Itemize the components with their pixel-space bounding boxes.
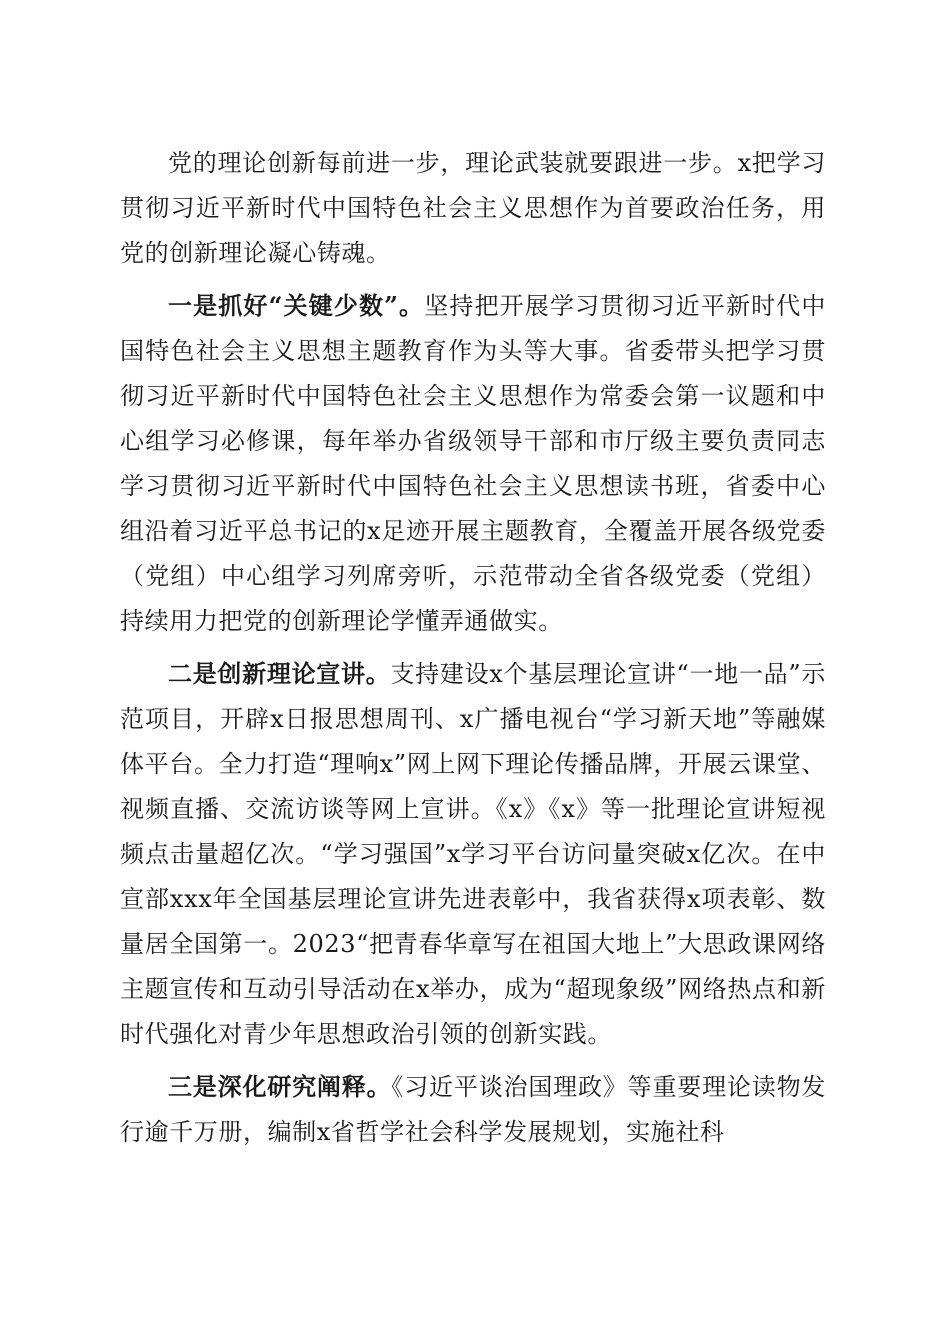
paragraph-key-minority (120, 283, 826, 644)
paragraph-text: 坚持把开展学习贯彻习近平新时代中国特色社会主义思想主题教育作为头等大事。省委带头把学习贯彻习近平新时代中国特色社会主义思想作为常委会第一议题和中心组学习必修课，每年举办省级领导干部和市厅级主要负责同志学习贯彻习近平新时代中国特色社会主义思想读书班，省委中心组沿着习近平总书记的x足迹开展主题教育，全覆盖开展各级党委（党组）中心组学习列席旁听，示范带动全省各级党委（党组）持续用力把党的创新理论学懂弄通做实。 (120, 292, 826, 635)
paragraph-intro (120, 140, 826, 276)
paragraph-text: 《习近平谈治国理政》等重要理论读物发行逾千万册，编制x省哲学社会科学发展规划，实施社科 (120, 1073, 826, 1146)
paragraph-text: 党的理论创新每前进一步，理论武装就要跟进一步。x把学习贯彻习近平新时代中国特色社会主义思想作为首要政治任务，用党的创新理论凝心铸魂。 (120, 149, 826, 267)
paragraph-lead: 二是创新理论宣讲。 (168, 659, 391, 688)
paragraph-research (120, 1064, 826, 1155)
paragraph-lead: 一是抓好“关键少数”。 (168, 291, 425, 320)
paragraph-lead: 三是深化研究阐释。 (168, 1072, 392, 1101)
paragraph-theory-lectures (120, 651, 826, 1057)
document-body (120, 140, 826, 1162)
paragraph-text: 支持建设x个基层理论宣讲“一地一品”示范项目，开辟x日报思想周刊、x广播电视台“学习新天地”等融媒体平台。全力打造“理响x”网上网下理论传播品牌，开展云课堂、视频直播、交流访谈等网上宣讲。《x》《x》等一批理论宣讲短视频点击量超亿次。“学习强国”x学习平台访问量突破x亿次。在中宣部xxx年全国基层理论宣讲先进表彰中，我省获得x项表彰、数量居全国第一。2023“把青春华章写在祖国大地上”大思政课网络主题宣传和互动引导活动在x举办，成为“超现象级”网络热点和新时代强化对青少年思想政治引领的创新实践。 (120, 660, 826, 1048)
